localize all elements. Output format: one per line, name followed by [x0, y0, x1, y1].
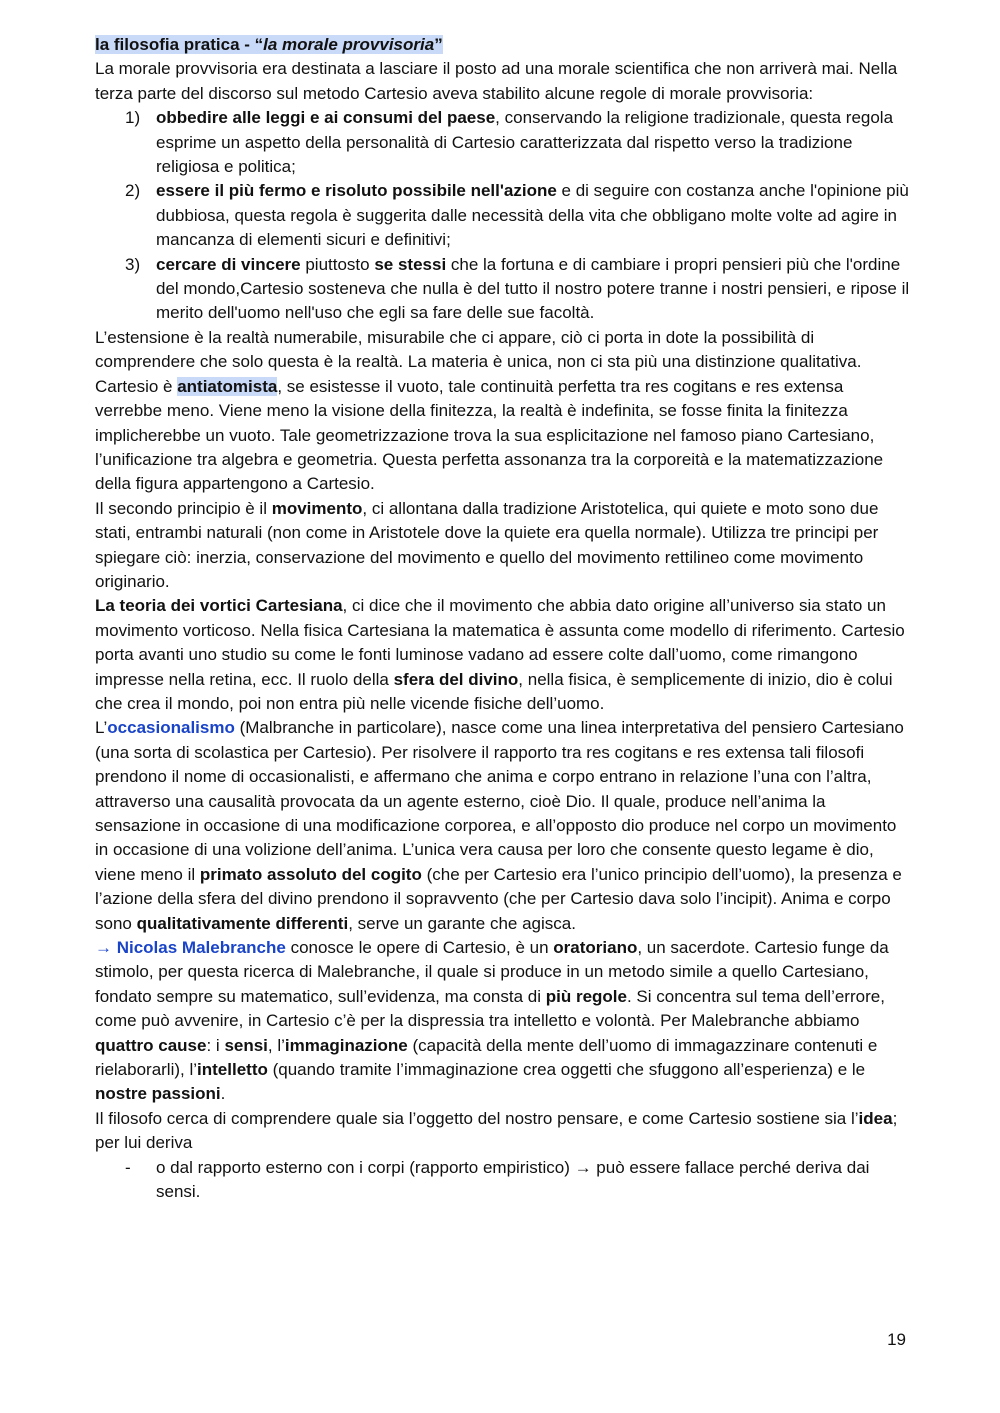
malebranche-paragraph [95, 936, 910, 1107]
malebranche-term: → Nicolas Malebranche [95, 938, 286, 958]
vortices-term: La teoria dei vortici Cartesiana [95, 596, 343, 616]
imagination-term: immaginazione [284, 1035, 408, 1055]
rule-item [95, 253, 910, 326]
vortices-text: , ci dice che il movimento che abbia dato origine all’universo sia stato un movimento vorticoso. Nella fisica Cartesiana la matematica è assunta come modello di riferimento. Cartesio porta avanti uno studio su come le fonti luminose vadano ad essere colte dall’uomo, come rimangono impresse nella retina, ecc. Il ruolo della [95, 596, 905, 689]
malebranche-text-end: . [220, 1084, 226, 1104]
malebranche-text-2: , un sacerdote. Cartesio funge da stimolo, per questa ricerca di Malebranche, il quale si produce in un metodo simile a quello Cartesiano, fondato sempre su matematico, sull’evidenza, ma consta di [95, 938, 889, 1006]
malebranche-text-6: (capacità della mente dell’uomo di immagazzinare contenuti e rielaborarli), l’ [95, 1035, 878, 1080]
rule-bold: obbedire alle leggi e ai consumi del paese [156, 108, 496, 128]
rule-mid: piuttosto [300, 254, 375, 274]
passions-term: nostre passioni [95, 1084, 221, 1104]
section-title-italic: la morale provvisoria [263, 35, 435, 54]
rule-number: 3) [125, 254, 141, 274]
movement-term: movimento [271, 498, 363, 518]
rule-text: e di seguire con costanza anche l'opinione più dubbiosa, questa regola è suggerita dalle necessità della vita che obbligano molte volte ad agire in mancanza di elementi sicuri e definitivi; [156, 181, 909, 250]
malebranche-text: conosce le opere di Cartesio, è un [285, 938, 554, 958]
divine-sphere-term: sfera del divino [393, 669, 519, 689]
rule-item [95, 106, 910, 179]
intro-paragraph: La morale provvisoria era destinata a lasciare il posto ad una morale scientifica che non arriverà mai. Nella terza parte del discorso sul metodo Cartesio aveva stabilito alcune regole di morale provvisoria: [95, 59, 898, 103]
malebranche-text-7: (quando tramite l’immaginazione crea oggetti che sfuggono all’esperienza) e le [267, 1060, 866, 1080]
rule-text: che la fortuna e di cambiare i propri pensieri più che l'ordine del mondo,Cartesio sosteneva che nulla è del tutto il nostro potere tranne i nostri pensieri, e ripose il merito dell'uomo nell'uso che egli sa fare delle sue facoltà. [156, 254, 910, 323]
idea-lead: Il filosofo cerca di comprendere quale sia l’oggetto del nostro pensare, e come Cartesio sostiene sia l’ [95, 1108, 859, 1128]
page-number: 19 [887, 1330, 906, 1349]
section-title [95, 33, 910, 57]
idea-list [95, 1156, 910, 1205]
cogito-primacy-term: primato assoluto del cogito [199, 864, 422, 884]
intellect-term: intelletto [197, 1060, 268, 1080]
movement-paragraph [95, 497, 910, 595]
dash-marker: - [125, 1157, 131, 1177]
section-title-prefix: la filosofia pratica - “ [95, 35, 264, 54]
vortices-paragraph [95, 594, 910, 716]
occasionalism-text-2: (che per Cartesio era l’unico principio dell’uomo), la presenza e l’azione della sfera del divino prendono il sopravvento (che per Cartesio dava solo l’incipit). Anima e corpo sono [95, 864, 902, 933]
malebranche-text-3: . Si concentra sul tema dell’errore, come può avvenire, in Cartesio c’è per la dispressia tra intelletto e volontà. Per Malebranche abbiamo [95, 986, 885, 1031]
idea-list-text: o dal rapporto esterno con i corpi (rapporto empiristico) → può essere fallace perché deriva dai sensi. [156, 1157, 870, 1202]
rule-bold-2: se stessi [374, 254, 447, 274]
occasionalism-text-end: , serve un garante che agisca. [348, 913, 576, 933]
four-causes-term: quattro cause [95, 1035, 207, 1055]
antiatomism-paragraph [95, 375, 910, 497]
rule-item [95, 179, 910, 252]
rule-bold: cercare di vincere [156, 254, 301, 274]
antiatomism-text: , se esistesse il vuoto, tale continuità perfetta tra res cogitans e res extensa verrebbe meno. Viene meno la visione della finitezza, la realtà è indefinita, se fosse finita la finitezza implicherebbe un vuoto. Tale geometrizzazione trova la sua esplicitazione nel famoso piano Cartesiano, l’unificazione tra algebra e geometria. Questa perfetta assonanza tra la corporeità e la matematizzazione della figura appartengono a Cartesio. [95, 376, 884, 494]
idea-term: idea [858, 1108, 893, 1128]
occasionalism-text: (Malbranche in particolare), nasce come una linea interpretativa del pensiero Cartesiano (una sorta di scolastica per Cartesio). Per risolvere il rapporto tra res cogitans e res extensa tali filosofi prendono il nome di occasionalisti, e affermano che anima e corpo entrano in relazione l’una con l’altra, attraverso una causalità provocata da un agente esterno, cioè Dio. Il quale, produce nell’anima la sensazione in occasione di una modificazione corporea, e all’opposto dio produce nel corpo un movimento in occasione di una volizione dell’anima. L’unica vera causa per loro che consente questo legame è dio, viene meno il [95, 718, 904, 884]
oratoriano-term: oratoriano [553, 938, 638, 958]
idea-paragraph [95, 1107, 910, 1156]
section-title-highlight [95, 35, 443, 54]
qualitative-difference-term: qualitativamente differenti [136, 913, 349, 933]
idea-text: ; per lui deriva [95, 1108, 898, 1153]
antiatomism-lead: Cartesio è [95, 376, 178, 396]
section-title-suffix: ” [434, 35, 443, 54]
malebranche-text-4: : i [206, 1035, 225, 1055]
movement-lead: Il secondo principio è il [95, 498, 272, 518]
more-rules-term: più regole [545, 986, 627, 1006]
rules-list [95, 106, 910, 326]
rule-number: 2) [125, 181, 141, 201]
rule-text: , conservando la religione tradizionale, questa regola esprime un aspetto della personalità di Cartesio caratterizzata dal rispetto verso la tradizione religiosa e politica; [156, 108, 894, 177]
idea-list-item [95, 1156, 910, 1205]
vortices-text-end: , nella fisica, è semplicemente di inizio, dio è colui che crea il mondo, poi non entra più nelle vicende fisiche dell’uomo. [95, 669, 893, 713]
document-page [95, 33, 910, 1205]
antiatomista-term: antiatomista [177, 376, 278, 396]
rule-bold: essere il più fermo e risoluto possibile nell'azione [156, 181, 557, 201]
movement-text: , ci allontana dalla tradizione Aristotelica, qui quiete e moto sono due stati, entrambi naturali (non come in Aristotele dove la quiete era quella normale). Utilizza tre principi per spiegare ciò: inerzia, conservazione del movimento e quello del movimento rettilineo come movimento originario. [95, 498, 879, 591]
occasionalism-paragraph [95, 716, 910, 936]
occasionalism-lead: L’ [95, 718, 108, 738]
extension-paragraph: L’estensione è la realtà numerabile, misurabile che ci appare, ciò ci porta in dote la possibilità di comprendere che solo questa è la realtà. La materia è unica, non ci sta più una distinzione qualitativa. [95, 327, 862, 372]
rule-number: 1) [125, 108, 141, 128]
occasionalism-term: occasionalismo [107, 718, 235, 738]
senses-term: sensi [224, 1035, 268, 1055]
malebranche-text-5: , l’ [267, 1035, 285, 1055]
